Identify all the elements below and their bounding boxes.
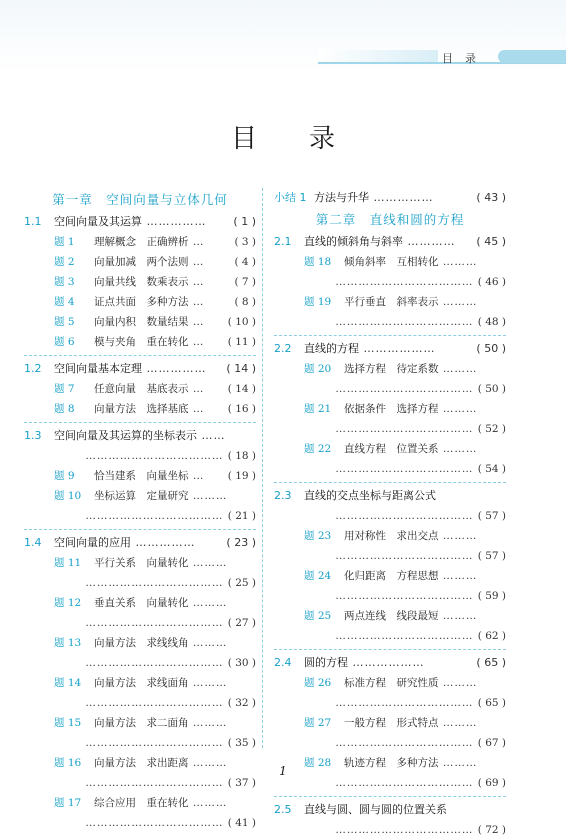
page-ref: ( 14 ) (226, 362, 256, 375)
toc-page-ref (24, 653, 256, 673)
toc-topic-entry[interactable] (24, 466, 256, 486)
leader-dots: ……… (438, 363, 478, 375)
column-divider (262, 188, 264, 748)
page-ref: ( 50 ) (476, 342, 506, 355)
section-number: 1.2 (24, 362, 42, 375)
leader-dots: ……… (438, 570, 478, 582)
section-title: 直线的方程 (304, 342, 359, 355)
section-separator (24, 355, 256, 356)
leader-dots: ……………………………… (335, 630, 478, 642)
toc-topic-entry[interactable] (24, 793, 256, 813)
leader-dots: … (188, 276, 205, 288)
topic-number: 题 25 (304, 610, 332, 622)
leader-dots: ……………………………… (335, 590, 478, 602)
topic-number: 题 23 (304, 530, 332, 542)
leader-dots: ……… (188, 797, 228, 809)
page-ref: ( 67 ) (477, 737, 506, 749)
toc-topic-entry[interactable] (24, 486, 256, 506)
toc-page-ref (24, 813, 256, 833)
leader-dots: ……… (438, 677, 478, 689)
section-separator (24, 529, 256, 530)
page-ref: ( 4 ) (234, 256, 256, 268)
leader-dots: ……… (438, 296, 478, 308)
topic-title: 向量方法 选择基底 (94, 403, 189, 415)
page-ref: ( 14 ) (227, 383, 256, 395)
leader-dots: …………… (142, 362, 207, 375)
toc-right-column (274, 188, 506, 840)
topic-number: 题 20 (304, 363, 332, 375)
page-ref: ( 50 ) (477, 383, 506, 395)
page-ref: ( 16 ) (227, 403, 256, 415)
topic-title: 垂直关系 向量转化 (94, 597, 189, 609)
chapter-heading[interactable] (24, 188, 256, 212)
toc-page-ref (274, 506, 506, 526)
page-ref: ( 46 ) (477, 276, 506, 288)
page-title: 目录 (230, 124, 387, 154)
page-ref: ( 65 ) (477, 697, 506, 709)
section-number: 1.3 (24, 429, 42, 442)
topic-number: 题 6 (54, 336, 75, 348)
topic-number: 题 24 (304, 570, 332, 582)
topic-number: 题 2 (54, 256, 75, 268)
leader-dots: ……………………………… (85, 777, 228, 789)
leader-dots: ……………………………… (335, 316, 478, 328)
leader-dots: ……………………………… (335, 423, 478, 435)
page-ref: ( 45 ) (476, 235, 506, 248)
topic-number: 题 8 (54, 403, 75, 415)
leader-dots: ……………………………… (335, 383, 478, 395)
page-ref: ( 27 ) (227, 617, 256, 629)
toc-topic-entry[interactable] (24, 399, 256, 419)
toc-topic-entry[interactable] (24, 312, 256, 332)
leader-dots: …………… (131, 536, 196, 549)
page-ref: ( 35 ) (227, 737, 256, 749)
topic-title: 直线方程 位置关系 (344, 443, 439, 455)
leader-dots: ……… (438, 256, 478, 268)
toc-section-entry[interactable] (24, 212, 256, 232)
page-ref: ( 62 ) (477, 630, 506, 642)
toc-section-entry[interactable] (274, 339, 506, 359)
chapter-heading[interactable] (274, 208, 506, 232)
page-ref: ( 65 ) (476, 656, 506, 669)
page-ref: ( 54 ) (477, 463, 506, 475)
section-title: 直线的交点坐标与距离公式 (304, 489, 436, 502)
toc-topic-entry[interactable] (24, 633, 256, 653)
leader-dots: ……………………………… (85, 697, 228, 709)
topic-number: 题 16 (54, 757, 82, 769)
toc-page-ref (274, 820, 506, 840)
topic-number: 题 19 (304, 296, 332, 308)
topic-number: 题 26 (304, 677, 332, 689)
topic-number: 题 10 (54, 490, 82, 502)
page-ref: ( 72 ) (477, 824, 506, 836)
section-separator (274, 796, 506, 797)
leader-dots: ……… (438, 717, 478, 729)
page-ref: ( 19 ) (227, 470, 256, 482)
leader-dots: ……… (438, 757, 478, 769)
toc-topic-entry[interactable] (24, 379, 256, 399)
topic-title: 向量方法 求二面角 (94, 717, 189, 729)
leader-dots: ……………………………… (85, 510, 228, 522)
page-ref: ( 1 ) (233, 215, 256, 228)
leader-dots: ……………………………… (335, 697, 478, 709)
topic-title: 轨迹方程 多种方法 (344, 757, 439, 769)
toc-topic-entry[interactable] (274, 526, 506, 546)
toc-page-ref (274, 733, 506, 753)
toc-topic-entry[interactable] (24, 673, 256, 693)
topic-title: 平行垂直 斜率表示 (344, 296, 439, 308)
toc-section-entry[interactable] (24, 426, 256, 446)
topic-title: 向量方法 求出距离 (94, 757, 189, 769)
topic-number: 题 14 (54, 677, 82, 689)
leader-dots: … (188, 296, 205, 308)
leader-dots: ……… (438, 443, 478, 455)
toc-topic-entry[interactable] (24, 713, 256, 733)
section-number: 2.1 (274, 235, 292, 248)
topic-number: 题 11 (54, 557, 82, 569)
section-title: 空间向量基本定理 (54, 362, 142, 375)
leader-dots: ……………………………… (335, 550, 478, 562)
toc-page-ref (274, 546, 506, 566)
toc-topic-entry[interactable] (274, 606, 506, 626)
toc-topic-entry[interactable] (24, 292, 256, 312)
topic-number: 题 15 (54, 717, 82, 729)
page-ref: ( 23 ) (226, 536, 256, 549)
topic-title: 平行关系 向量转化 (94, 557, 189, 569)
topic-title: 证点共面 多种方法 (94, 296, 189, 308)
section-title: 空间向量及其运算 (54, 215, 142, 228)
toc-page-ref (274, 272, 506, 292)
toc-page-ref (274, 693, 506, 713)
section-separator (24, 422, 256, 423)
toc-topic-entry[interactable] (24, 332, 256, 352)
leader-dots: ……………… (348, 656, 425, 669)
topic-number: 题 4 (54, 296, 75, 308)
leader-dots: ……………………………… (85, 577, 228, 589)
topic-title: 倾角斜率 互相转化 (344, 256, 439, 268)
leader-dots: ……… (438, 610, 478, 622)
toc-page-ref (24, 573, 256, 593)
topic-number: 题 21 (304, 403, 332, 415)
section-separator (274, 649, 506, 650)
topic-title: 一般方程 形式特点 (344, 717, 439, 729)
header-label: 目录 (442, 52, 488, 65)
topic-number: 题 3 (54, 276, 75, 288)
topic-number: 题 5 (54, 316, 75, 328)
topic-number: 题 22 (304, 443, 332, 455)
toc-topic-entry[interactable] (24, 272, 256, 292)
section-title: 圆的方程 (304, 656, 348, 669)
toc-section-entry[interactable] (274, 653, 506, 673)
topic-number: 题 9 (54, 470, 75, 482)
page-ref: ( 59 ) (477, 590, 506, 602)
topic-title: 理解概念 正确辨析 (94, 236, 189, 248)
section-title: 直线与圆、圆与圆的位置关系 (304, 803, 447, 816)
toc-section-entry[interactable] (274, 800, 506, 820)
toc-summary-entry[interactable] (274, 188, 506, 208)
leader-dots: …… (197, 429, 226, 442)
toc-page-ref (274, 379, 506, 399)
topic-title: 依据条件 选择方程 (344, 403, 439, 415)
leader-dots: ……… (188, 677, 228, 689)
leader-dots: … (188, 383, 205, 395)
topic-title: 选择方程 待定系数 (344, 363, 439, 375)
topic-number: 题 27 (304, 717, 332, 729)
section-title: 直线的倾斜角与斜率 (304, 235, 403, 248)
leader-dots: ……… (188, 597, 228, 609)
page-ref: ( 18 ) (227, 450, 256, 462)
leader-dots: ……… (188, 717, 228, 729)
toc-left-column (24, 188, 256, 833)
xiaojie-number: 小结 1 (274, 191, 307, 204)
page-ref: ( 21 ) (227, 510, 256, 522)
leader-dots: ……………………………… (335, 824, 478, 836)
topic-number: 题 17 (54, 797, 82, 809)
leader-dots: … (188, 256, 205, 268)
page-ref: ( 8 ) (234, 296, 256, 308)
header-pill-decoration (498, 50, 566, 63)
topic-title: 恰当建系 向量坐标 (94, 470, 189, 482)
toc-page-ref (274, 586, 506, 606)
leader-dots: ……… (188, 557, 228, 569)
section-number: 2.4 (274, 656, 292, 669)
page-ref: ( 69 ) (477, 777, 506, 789)
leader-dots: ……………………………… (335, 463, 478, 475)
leader-dots: …………… (369, 191, 434, 204)
toc-section-entry[interactable] (24, 533, 256, 553)
topic-title: 向量内积 数量结果 (94, 316, 189, 328)
toc-page-ref (24, 446, 256, 466)
page-ref: ( 3 ) (234, 236, 256, 248)
section-number: 2.3 (274, 489, 292, 502)
topic-title: 任意向量 基底表示 (94, 383, 189, 395)
leader-dots: ……… (438, 403, 478, 415)
toc-topic-entry[interactable] (274, 359, 506, 379)
toc-topic-entry[interactable] (274, 252, 506, 272)
header-tab-decoration (318, 50, 438, 62)
toc-topic-entry[interactable] (24, 252, 256, 272)
toc-page-ref (24, 733, 256, 753)
topic-number: 题 7 (54, 383, 75, 395)
section-number: 2.2 (274, 342, 292, 355)
page-ref: ( 7 ) (234, 276, 256, 288)
section-separator (274, 335, 506, 336)
page-ref: ( 52 ) (477, 423, 506, 435)
page-ref: ( 41 ) (227, 817, 256, 829)
topic-title: 化归距离 方程思想 (344, 570, 439, 582)
leader-dots: ……………………………… (335, 777, 478, 789)
section-number: 2.5 (274, 803, 292, 816)
toc-section-entry[interactable] (274, 232, 506, 252)
leader-dots: ……… (188, 637, 228, 649)
leader-dots: ……………………………… (85, 617, 228, 629)
leader-dots: … (188, 316, 205, 328)
page-ref: ( 10 ) (227, 316, 256, 328)
toc-page-ref (274, 459, 506, 479)
toc-page-ref (274, 626, 506, 646)
topic-number: 题 28 (304, 757, 332, 769)
topic-title: 两点连线 线段最短 (344, 610, 439, 622)
page-ref: ( 11 ) (227, 336, 256, 348)
toc-page-ref (274, 312, 506, 332)
toc-topic-entry[interactable] (24, 232, 256, 252)
topic-title: 标准方程 研究性质 (344, 677, 439, 689)
section-number: 1.4 (24, 536, 42, 549)
topic-title: 综合应用 重在转化 (94, 797, 189, 809)
topic-title: 向量共线 数乘表示 (94, 276, 189, 288)
leader-dots: ……… (438, 530, 478, 542)
leader-dots: ……………………………… (85, 737, 228, 749)
leader-dots: ……………………………… (335, 510, 478, 522)
toc-page-ref (24, 506, 256, 526)
topic-title: 向量加减 两个法则 (94, 256, 189, 268)
toc-topic-entry[interactable] (274, 439, 506, 459)
section-title: 空间向量及其运算的坐标表示 (54, 429, 197, 442)
topic-title: 向量方法 求线面角 (94, 677, 189, 689)
toc-topic-entry[interactable] (24, 593, 256, 613)
section-number: 1.1 (24, 215, 42, 228)
toc-topic-entry[interactable] (274, 292, 506, 312)
leader-dots: ……………… (359, 342, 436, 355)
leader-dots: ……………………………… (85, 450, 228, 462)
leader-dots: … (188, 470, 205, 482)
toc-page-ref (24, 613, 256, 633)
topic-title: 用对称性 求出交点 (344, 530, 439, 542)
topic-title: 模与夹角 重在转化 (94, 336, 189, 348)
leader-dots: …………… (142, 215, 207, 228)
topic-number: 题 12 (54, 597, 82, 609)
toc-topic-entry[interactable] (274, 713, 506, 733)
leader-dots: ……………………………… (335, 737, 478, 749)
topic-title: 向量方法 求线线角 (94, 637, 189, 649)
topic-number: 题 13 (54, 637, 82, 649)
leader-dots: ……… (188, 757, 228, 769)
topic-title: 坐标运算 定量研究 (94, 490, 189, 502)
page-ref: ( 57 ) (477, 510, 506, 522)
toc-page-ref (24, 693, 256, 713)
topic-number: 题 18 (304, 256, 332, 268)
page-ref: ( 43 ) (476, 191, 506, 204)
page-ref: ( 48 ) (477, 316, 506, 328)
chapter-title: 第二章 直线和圆的方程 (315, 212, 465, 227)
page-number: 1 (279, 764, 287, 778)
leader-dots: ……………………………… (335, 276, 478, 288)
toc-page-ref (274, 419, 506, 439)
toc-topic-entry[interactable] (274, 673, 506, 693)
leader-dots: ………… (403, 235, 456, 248)
leader-dots: ……… (188, 490, 228, 502)
leader-dots: … (188, 236, 205, 248)
leader-dots: … (188, 336, 205, 348)
leader-dots: … (188, 403, 205, 415)
section-title: 空间向量的应用 (54, 536, 131, 549)
page-ref: ( 57 ) (477, 550, 506, 562)
page-ref: ( 32 ) (227, 697, 256, 709)
toc-topic-entry[interactable] (274, 566, 506, 586)
toc-section-entry[interactable] (274, 486, 506, 506)
chapter-title: 第一章 空间向量与立体几何 (52, 192, 228, 207)
leader-dots: ……………………………… (85, 657, 228, 669)
toc-section-entry[interactable] (24, 359, 256, 379)
topic-number: 题 1 (54, 236, 75, 248)
page-ref: ( 25 ) (227, 577, 256, 589)
toc-topic-entry[interactable] (274, 399, 506, 419)
page-ref: ( 30 ) (227, 657, 256, 669)
toc-topic-entry[interactable] (24, 553, 256, 573)
xiaojie-title: 方法与升华 (314, 191, 369, 204)
section-separator (274, 482, 506, 483)
page-ref: ( 37 ) (227, 777, 256, 789)
leader-dots: ……………………………… (85, 817, 228, 829)
